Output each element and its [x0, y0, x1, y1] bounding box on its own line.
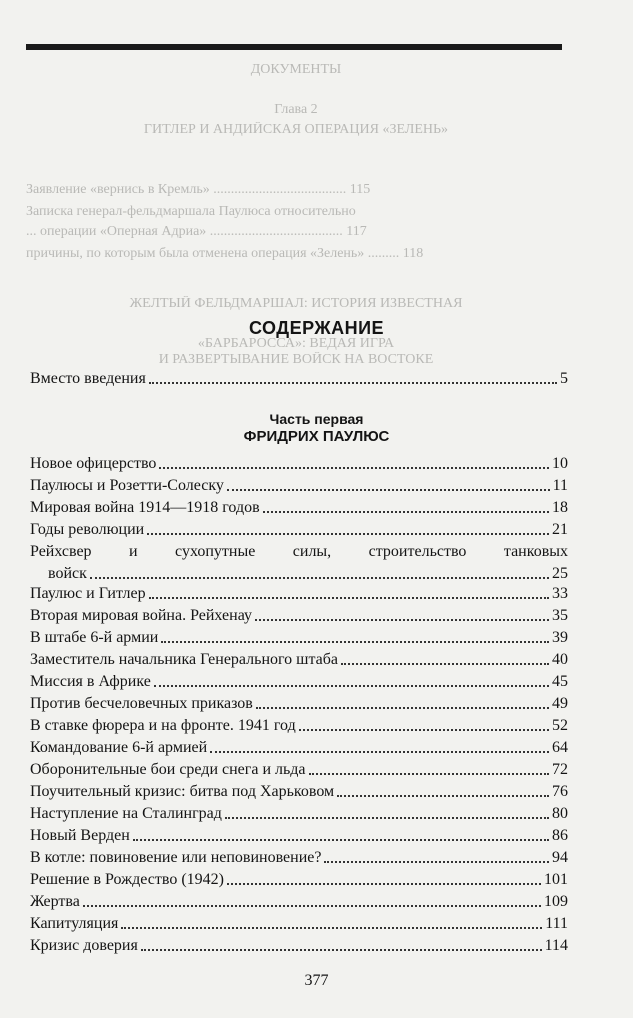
toc-entry[interactable] [30, 713, 568, 735]
toc-entry-label: Паулюс и Гитлер [30, 585, 146, 602]
bleed-through-text: «БАРБАРОССА»: ВЕДАЯ ИГРА [197, 336, 395, 351]
toc-entry[interactable] [30, 473, 568, 495]
leader-dots [337, 794, 549, 797]
toc-entry-page: 109 [544, 893, 568, 910]
leader-dots [133, 838, 549, 841]
toc-entry-page: 72 [552, 761, 568, 778]
toc-entry-label: Оборонительные бои среди снега и льда [30, 761, 306, 778]
toc-entry[interactable] [48, 561, 568, 583]
toc-entry-label: Новое офицерство [30, 455, 157, 472]
toc-entry-label: Мировая война 1914—1918 годов [30, 499, 260, 516]
toc-entry-page: 25 [552, 565, 568, 582]
leader-dots [90, 576, 549, 579]
toc-entry-page: 101 [544, 871, 568, 888]
toc-entry-label: Миссия в Африке [30, 673, 151, 690]
leader-dots [121, 926, 542, 929]
leader-dots [161, 640, 549, 643]
leader-dots [149, 381, 557, 384]
toc-entry[interactable] [30, 823, 568, 845]
toc-entry[interactable] [30, 911, 568, 933]
toc-entry-label: Рейхсвер и сухопутные силы, строительство танковых [30, 543, 568, 560]
bleed-through-text: причины, по которым была отменена операция «Зелень» ......... 118 [26, 246, 424, 261]
toc-entry-label: Капитуляция [30, 915, 119, 932]
toc-entry-page: 114 [544, 937, 568, 954]
toc-entry[interactable] [30, 539, 568, 561]
leader-dots [255, 618, 549, 621]
toc-entry[interactable] [30, 779, 568, 801]
toc-entry[interactable] [30, 801, 568, 823]
page-number: 377 [304, 972, 329, 989]
toc-entry[interactable] [30, 889, 568, 911]
leader-dots [256, 706, 549, 709]
toc-entry-page: 64 [552, 739, 568, 756]
toc-entry-label: В котле: повиновение или неповиновение? [30, 849, 322, 866]
toc-entry-page: 49 [552, 695, 568, 712]
toc-entry[interactable] [30, 933, 568, 955]
bleed-through-text: Заявление «вернись в Кремль» ...................................... 115 [26, 182, 371, 197]
leader-dots [149, 596, 549, 599]
bleed-through-text: ЖЕЛТЫЙ ФЕЛЬДМАРШАЛ: ИСТОРИЯ ИЗВЕСТНАЯ [129, 296, 463, 311]
toc-entry-page: 80 [552, 805, 568, 822]
leader-dots [227, 882, 541, 885]
toc-entry-label: Годы революции [30, 521, 145, 538]
bleed-through-text: И РАЗВЕРТЫВАНИЕ ВОЙСК НА ВОСТОКЕ [158, 352, 434, 367]
toc-entry-label: В ставке фюрера и на фронте. 1941 год [30, 717, 296, 734]
toc-entry[interactable] [30, 625, 568, 647]
toc-entry-page: 39 [552, 629, 568, 646]
bleed-through-text: ГИТЛЕР И АНДИЙСКАЯ ОПЕРАЦИЯ «ЗЕЛЕНЬ» [143, 122, 449, 137]
toc-entry-label: Заместитель начальника Генерального штаба [30, 651, 339, 668]
toc-entry[interactable] [30, 669, 568, 691]
toc-entry-label: Вместо введения [30, 370, 146, 387]
toc-title: СОДЕРЖАНИЕ [248, 318, 385, 338]
toc-entry-page: 45 [552, 673, 568, 690]
toc-entry-label: Командование 6-й армией [30, 739, 208, 756]
leader-dots [263, 510, 549, 513]
leader-dots [210, 750, 549, 753]
toc-entry-page: 76 [552, 783, 568, 800]
toc-entry-page: 40 [552, 651, 568, 668]
toc-entry[interactable] [30, 603, 568, 625]
leader-dots [154, 684, 549, 687]
toc-entry[interactable] [30, 691, 568, 713]
toc-entry[interactable] [30, 735, 568, 757]
leader-dots [147, 532, 549, 535]
toc-entry-label: Жертва [30, 893, 80, 910]
toc-entry-intro[interactable] [30, 366, 568, 388]
leader-dots [299, 728, 549, 731]
toc-entry-label: Новый Верден [30, 827, 130, 844]
part-name: ФРИДРИХ ПАУЛЮС [243, 428, 390, 445]
toc-entry-label: Решение в Рождество (1942) [30, 871, 224, 888]
toc-entry[interactable] [30, 757, 568, 779]
leader-dots [341, 662, 549, 665]
toc-entry-label: войск [48, 565, 87, 582]
toc-entry[interactable] [30, 845, 568, 867]
toc-entry[interactable] [30, 495, 568, 517]
leader-dots [159, 466, 549, 469]
bleed-through-text: ДОКУМЕНТЫ [250, 62, 342, 77]
toc-entry-page: 10 [552, 455, 568, 472]
leader-dots [141, 948, 542, 951]
toc-entry-label: Поучительный кризис: битва под Харьковом [30, 783, 335, 800]
toc-entry-label: Против бесчеловечных приказов [30, 695, 253, 712]
toc-entry[interactable] [30, 867, 568, 889]
toc-entry-page: 18 [552, 499, 568, 516]
toc-entry-page: 21 [552, 521, 568, 538]
toc-entry-label: Кризис доверия [30, 937, 138, 954]
toc-entry[interactable] [30, 581, 568, 603]
toc-entry-page: 94 [552, 849, 568, 866]
bleed-through-text: Глава 2 [274, 102, 318, 117]
toc-entry-page: 5 [560, 370, 568, 387]
part-heading: Часть первая [269, 411, 364, 427]
leader-dots [83, 904, 541, 907]
leader-dots [225, 816, 549, 819]
toc-entry-page: 52 [552, 717, 568, 734]
leader-dots [227, 488, 550, 491]
toc-entry-page: 111 [545, 915, 568, 932]
bleed-through-text: Записка генерал-фельдмаршала Паулюса относительно [26, 204, 356, 219]
toc-entry-page: 35 [552, 607, 568, 624]
toc-entry-page: 33 [552, 585, 568, 602]
toc-entry[interactable] [30, 451, 568, 473]
toc-entry-label: Наступление на Сталинград [30, 805, 222, 822]
leader-dots [309, 772, 549, 775]
toc-entry[interactable] [30, 517, 568, 539]
toc-entry-label: В штабе 6-й армии [30, 629, 159, 646]
toc-entry[interactable] [30, 647, 568, 669]
header-rule [26, 44, 562, 50]
toc-entry-label: Вторая мировая война. Рейхенау [30, 607, 252, 624]
toc-entry-page: 11 [552, 477, 568, 494]
toc-entry-label: Паулюсы и Розетти-Солеску [30, 477, 224, 494]
leader-dots [324, 860, 549, 863]
bleed-through-text: ... операции «Оперная Адриа» ...................................... 117 [26, 224, 367, 239]
toc-entry-page: 86 [552, 827, 568, 844]
